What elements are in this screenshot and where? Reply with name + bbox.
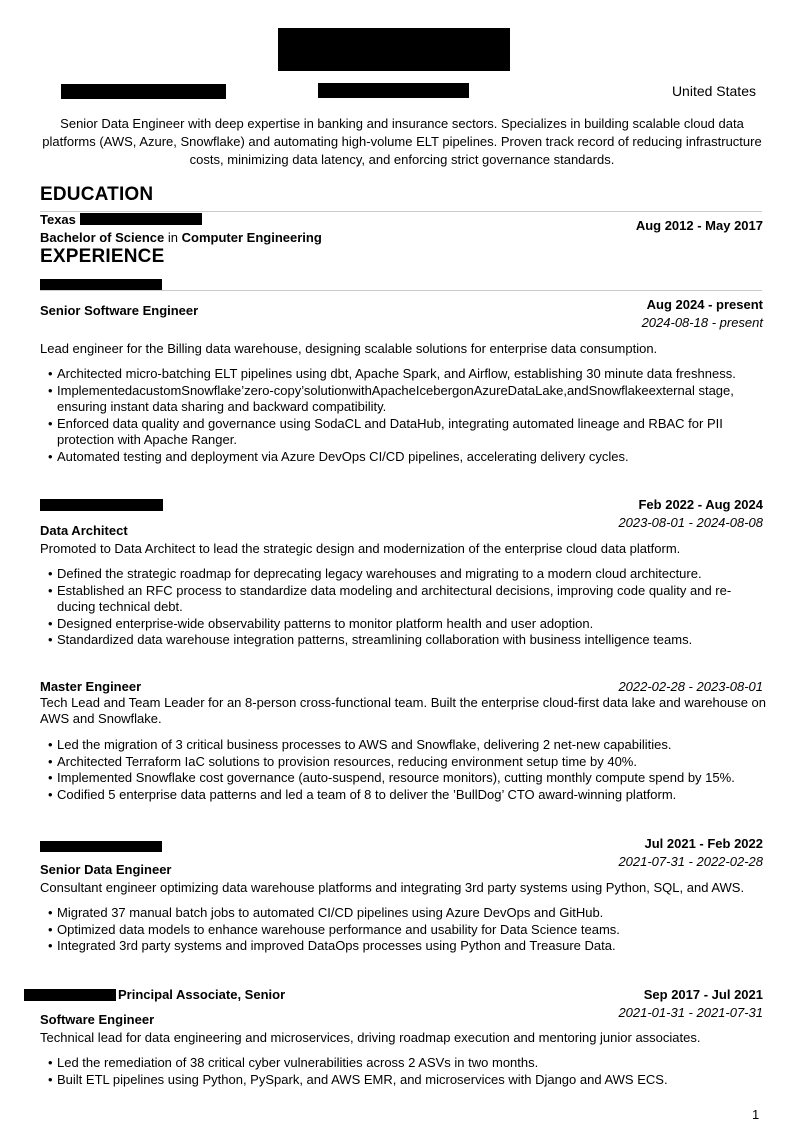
job-title: Senior Data Engineer: [40, 862, 172, 877]
profile-summary: Senior Data Engineer with deep expertise in banking and insurance sectors. Specializes in building scalable cloud data platforms (AWS, Azure, Snowflake) and automating high-volume ELT pipelines. Proven track record of reducing infrastructure costs, minimizing data latency, and enforcing strict governance standards.: [42, 116, 762, 167]
job-title: Master Engineer: [40, 679, 142, 694]
education-degree: [40, 230, 322, 245]
list-item: • Architected micro-batching ELT pipelines using dbt, Apache Spark, and Airflow, establishing 30 minute data freshness.: [44, 366, 764, 383]
list-item: • Automated testing and deployment via Azure DevOps CI/CD pipelines, accelerating delivery cycles.: [44, 449, 764, 466]
job-title: Data Architect: [40, 523, 128, 538]
degree-major: Computer Engineering: [181, 230, 322, 245]
redacted-phone: [318, 83, 469, 98]
job-dates: Jul 2021 - Feb 2022: [644, 836, 763, 851]
list-item: • Led the remediation of 38 critical cyber vulnerabilities across 2 ASVs in two months.: [44, 1055, 764, 1072]
job-dates: Feb 2022 - Aug 2024: [638, 497, 763, 512]
redacted-company-1: [40, 279, 162, 290]
redacted-school-name: [80, 213, 202, 225]
list-item: • Built ETL pipelines using Python, PySpark, and AWS EMR, and microservices with Django and AWS ECS.: [44, 1072, 764, 1089]
page-number: 1: [752, 1107, 760, 1122]
job-dates-exact: 2022-02-28 - 2023-08-01: [618, 679, 763, 694]
job-title: Senior Software Engineer: [40, 303, 199, 318]
job-summary: Lead engineer for the Billing data warehouse, designing scalable solutions for enterprise data consumption.: [40, 341, 658, 356]
job-dates: Sep 2017 - Jul 2021: [643, 987, 763, 1002]
experience-divider: [40, 290, 762, 291]
list-item: • Architected Terraform IaC solutions to provision resources, reducing environment setup time by 40%.: [44, 754, 764, 771]
degree-connector: in: [167, 230, 179, 245]
list-item: • Defined the strategic roadmap for deprecating legacy warehouses and migrating to a modern cloud architecture.: [44, 566, 764, 583]
job-bullet-list: [44, 366, 764, 465]
job-summary: Consultant engineer optimizing data warehouse platforms and integrating 3rd party systems using Python, SQL, and AWS.: [40, 880, 745, 895]
candidate-name: YOUR NAME: [278, 28, 510, 71]
job-summary: Technical lead for data engineering and microservices, driving roadmap execution and mentoring junior associates.: [40, 1030, 701, 1045]
job-summary: Tech Lead and Team Leader for an 8-person cross-functional team. Built the enterprise cloud-first data lake and warehouse on AWS and Snowflake.: [40, 695, 767, 726]
list-item: • Integrated 3rd party systems and improved DataOps processes using Python and Treasure Data.: [44, 938, 764, 955]
list-item: • Implemented Snowflake cost governance (auto-suspend, resource monitors), cutting monthly compute spend by 15%.: [44, 770, 764, 787]
job-dates-exact: 2024-08-18 - present: [641, 315, 763, 330]
list-item: • ImplementedacustomSnowflake’zero-copy’solutionwithApacheIcebergonAzureDataLake,andSnowflakeexternal stage, ensuring instant data sharing and backward compatibility.: [44, 383, 764, 416]
redacted-email: [61, 84, 226, 99]
job-summary: Promoted to Data Architect to lead the strategic design and modernization of the enterprise cloud data platform.: [40, 541, 681, 556]
list-item: • Standardized data warehouse integration patterns, streamlining collaboration with business intelligence teams.: [44, 632, 764, 649]
job-dates-exact: 2023-08-01 - 2024-08-08: [618, 515, 763, 530]
education-school: [40, 212, 76, 227]
list-item: • Enforced data quality and governance using SodaCL and DataHub, integrating automated lineage and RBAC for PII protection with Apache Ranger.: [44, 416, 764, 449]
list-item: • Migrated 37 manual batch jobs to automated CI/CD pipelines using Azure DevOps and GitHub.: [44, 905, 764, 922]
experience-heading: EXPERIENCE: [40, 246, 165, 267]
job-bullet-list: [44, 905, 764, 955]
school-name: Texas: [40, 212, 76, 227]
redacted-company-3: [40, 841, 162, 852]
list-item: • Codified 5 enterprise data patterns and led a team of 8 to deliver the ’BullDog’ CTO award-winning platform.: [44, 787, 764, 804]
list-item: • Led the migration of 3 critical business processes to AWS and Snowflake, delivering 2 net-new capabilities.: [44, 737, 764, 754]
list-item: • Designed enterprise-wide observability patterns to monitor platform health and user adoption.: [44, 616, 764, 633]
education-heading: EDUCATION: [40, 184, 154, 205]
degree-name: Bachelor of Science: [40, 230, 165, 245]
job-dates-exact: 2021-07-31 - 2022-02-28: [618, 854, 763, 869]
job-bullet-list: [44, 737, 764, 803]
list-item: • Optimized data models to enhance warehouse performance and usability for Data Science teams.: [44, 922, 764, 939]
education-divider: [40, 211, 762, 212]
list-item: • Established an RFC process to standardize data modeling and architectural decisions, improving code quality and re- ducing technical debt.: [44, 583, 764, 616]
job-org-suffix: Principal Associate, Senior: [118, 987, 286, 1002]
job-bullet-list: [44, 1055, 764, 1088]
location-country: United States: [671, 83, 756, 99]
job-title: Software Engineer: [40, 1012, 155, 1027]
job-dates-exact: 2021-01-31 - 2021-07-31: [618, 1005, 763, 1020]
job-dates: Aug 2024 - present: [646, 297, 763, 312]
job-bullet-list: [44, 566, 764, 649]
redacted-company-4: [24, 989, 116, 1001]
education-dates: Aug 2012 - May 2017: [635, 218, 763, 233]
redacted-company-2: [40, 499, 163, 511]
